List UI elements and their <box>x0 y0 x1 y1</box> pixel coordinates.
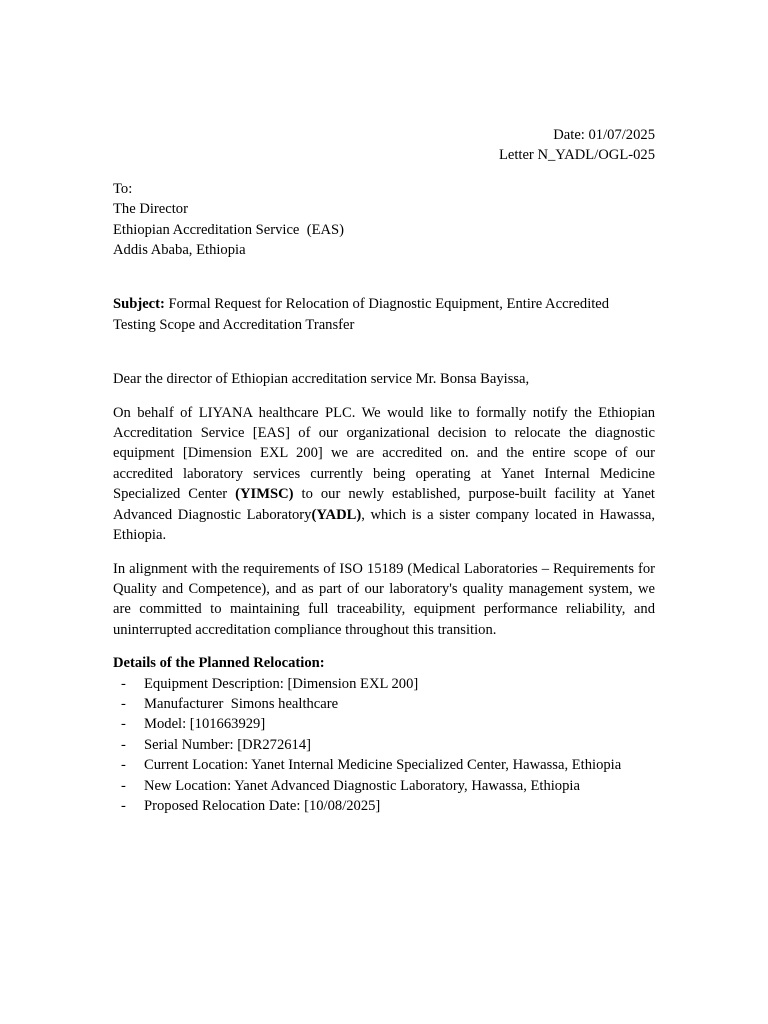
list-item-text: Manufacturer Simons healthcare <box>144 695 339 712</box>
list-dash: - <box>121 736 126 753</box>
list-item-text: Model: [101663929] <box>144 716 266 733</box>
recipient-address <box>113 179 655 261</box>
list-item-text: Equipment Description: [Dimension EXL 200] <box>144 675 419 692</box>
list-item <box>113 796 655 816</box>
paragraph1-part2: to our newly established, purpose-built facility at Yanet Advanced Diagnostic Laboratory <box>113 486 655 523</box>
paragraph-notification <box>113 403 655 546</box>
letter-header <box>113 125 655 166</box>
recipient-organization: Ethiopian Accreditation Service (EAS) <box>113 221 344 238</box>
letter-date: Date: 01/07/2025 <box>553 127 655 143</box>
list-item <box>113 714 655 734</box>
list-dash: - <box>121 716 126 733</box>
salutation: Dear the director of Ethiopian accreditation service Mr. Bonsa Bayissa, <box>113 371 530 388</box>
letter-reference: Letter N_YADL/OGL-025 <box>498 147 655 164</box>
letter-page <box>113 125 655 816</box>
recipient-title: The Director <box>113 201 188 218</box>
list-dash: - <box>121 777 126 794</box>
subject-text: Formal Request for Relocation of Diagnostic Equipment, Entire Accredited Testing Scope and Accreditation Transfer <box>113 296 610 333</box>
paragraph1-part1: On behalf of LIYANA healthcare PLC. We would like to formally notify the Ethiopian Accreditation Service [EAS] of our organizational decision to relocate the diagnostic equipment [Dimension EXL 200] we are accredited on. and the entire scope of our accredited laboratory services currently being operating at Yanet Internal Medicine Specialized Center <box>113 404 655 503</box>
paragraph1-bold2: (YADL) <box>311 506 362 523</box>
list-item-text: Current Location: Yanet Internal Medicine Specialized Center, Hawassa, Ethiopia <box>144 757 622 774</box>
list-dash: - <box>121 695 126 712</box>
list-item-text: New Location: Yanet Advanced Diagnostic Laboratory, Hawassa, Ethiopia <box>144 777 580 794</box>
list-item <box>113 735 655 755</box>
to-label: To: <box>113 180 133 197</box>
paragraph1-part3: , which is a sister company located in Hawassa, Ethiopia. <box>113 506 656 544</box>
list-dash: - <box>121 675 126 692</box>
subject-line <box>113 294 655 335</box>
list-item <box>113 776 655 796</box>
list-item-text: Serial Number: [DR272614] <box>144 736 311 753</box>
list-dash: - <box>121 797 126 814</box>
list-dash: - <box>121 757 126 774</box>
details-list <box>113 674 655 817</box>
paragraph-iso-alignment: In alignment with the requirements of ISO 15189 (Medical Laboratories – Requirements for Quality and Competence), and as part of our laboratory's quality management system, we are committed to maintaining full traceability, equipment performance reliability, and uninterrupted accreditation compliance throughout this transition. <box>113 560 655 638</box>
list-item <box>113 674 655 694</box>
list-item-text: Proposed Relocation Date: [10/08/2025] <box>144 797 381 814</box>
list-item <box>113 694 655 714</box>
subject-label: Subject: <box>113 296 165 313</box>
paragraph1-bold1: (YIMSC) <box>235 486 294 503</box>
details-heading: Details of the Planned Relocation: <box>113 655 325 672</box>
recipient-city: Addis Ababa, Ethiopia <box>113 242 246 259</box>
list-item <box>113 755 655 775</box>
